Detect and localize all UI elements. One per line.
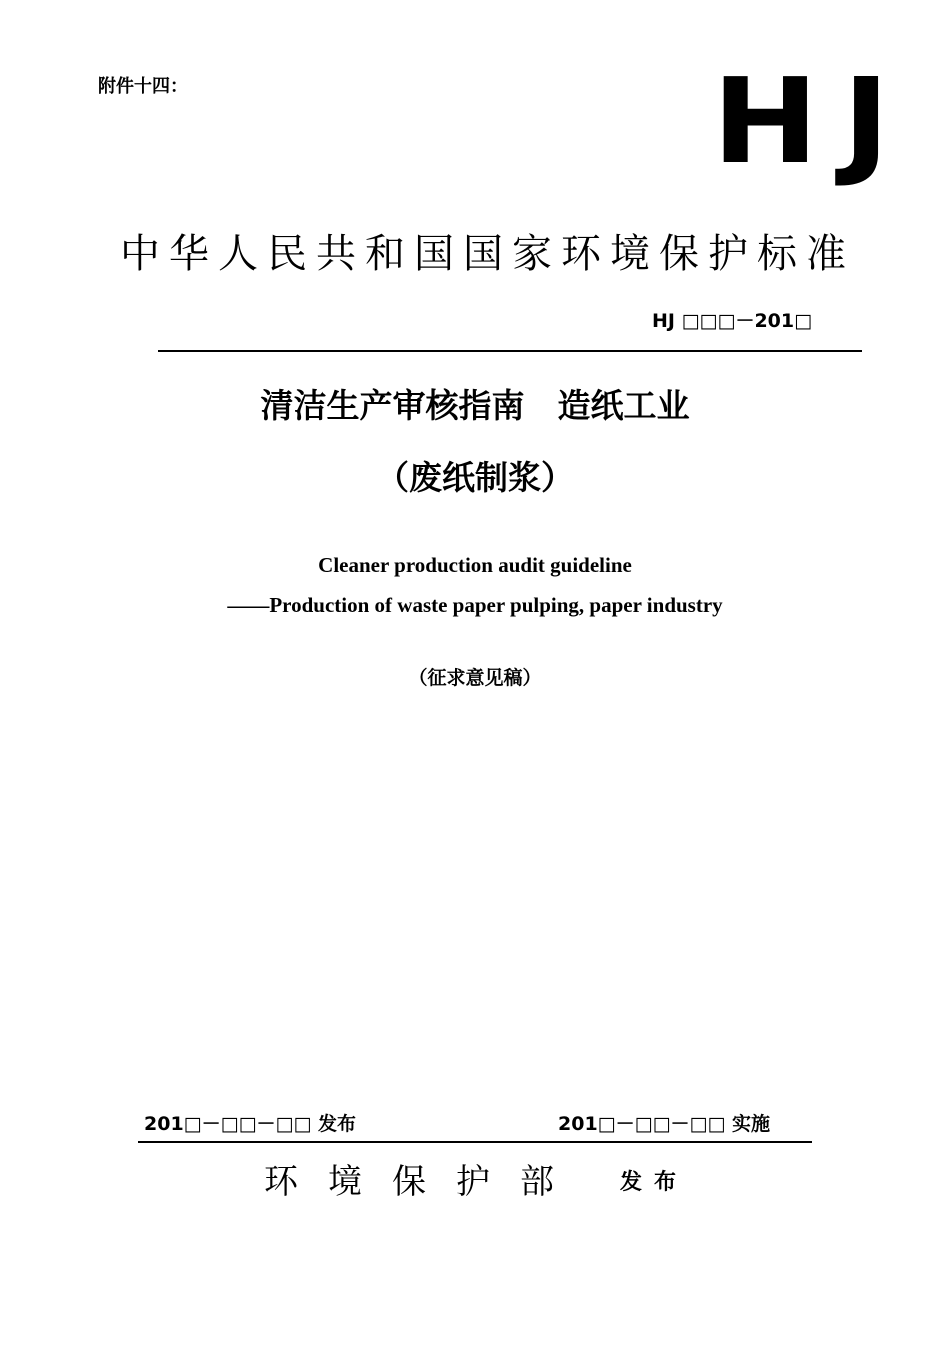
bottom-divider [138,1141,812,1143]
document-subtitle-cn: （废纸制浆） [376,458,574,497]
standard-number: HJ □□□－201□ [652,310,813,332]
attachment-label: 附件十四： [98,76,188,97]
document-title-cn: 清洁生产审核指南 造纸工业 [260,386,690,425]
publisher-name: 环境保护部 [264,1162,584,1202]
standard-title: 中华人民共和国国家环境保护标准 [120,231,855,277]
top-divider [158,350,862,352]
draft-note: （征求意见稿） [408,667,542,689]
document-title-en-line1: Cleaner production audit guideline [318,553,632,577]
effective-date: 201□－□□－□□ 实施 [558,1113,771,1135]
publish-label: 发布 [620,1170,689,1195]
document-title-en-line2: ——Production of waste paper pulping, paper industry [227,593,723,617]
issue-date: 201□－□□－□□ 发布 [144,1113,357,1135]
hj-logo: HJ [712,52,914,190]
